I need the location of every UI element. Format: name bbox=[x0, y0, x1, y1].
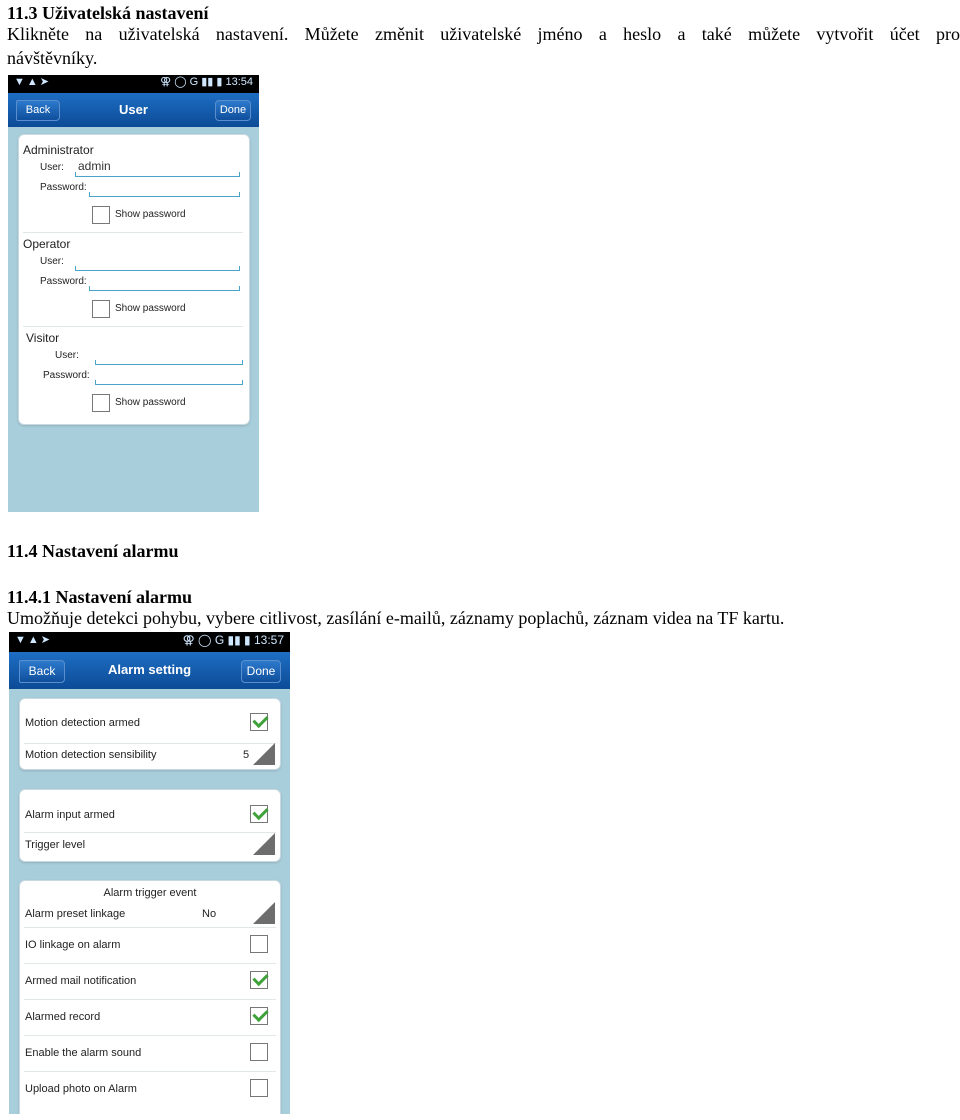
mail-notification-label: Armed mail notification bbox=[25, 975, 137, 987]
visitor-title: Visitor bbox=[26, 331, 60, 345]
administrator-title: Administrator bbox=[23, 143, 94, 157]
status-bar bbox=[9, 632, 290, 652]
motion-sensibility-label: Motion detection sensibility bbox=[25, 749, 157, 761]
operator-user-label: User: bbox=[40, 256, 64, 267]
user-accounts-card bbox=[18, 134, 250, 425]
upload-photo-label: Upload photo on Alarm bbox=[25, 1083, 137, 1095]
back-button[interactable]: Back bbox=[19, 660, 65, 683]
dropdown-triangle-icon[interactable] bbox=[253, 743, 275, 765]
operator-show-password-label: Show password bbox=[115, 303, 186, 314]
divider bbox=[24, 743, 276, 744]
upload-photo-checkbox[interactable] bbox=[250, 1079, 268, 1097]
content-area bbox=[9, 689, 290, 1114]
content-area bbox=[8, 127, 259, 512]
divider bbox=[24, 832, 276, 833]
paragraph-line-2: návštěvníky. bbox=[7, 48, 98, 68]
visitor-password-input[interactable] bbox=[95, 376, 243, 385]
alarm-input-armed-checkbox[interactable] bbox=[250, 805, 268, 823]
alarm-settings-screenshot bbox=[9, 632, 290, 1114]
preset-linkage-label: Alarm preset linkage bbox=[25, 908, 126, 920]
trigger-level-label: Trigger level bbox=[25, 839, 86, 851]
operator-title: Operator bbox=[23, 237, 71, 251]
divider bbox=[24, 1035, 276, 1036]
admin-show-password-label: Show password bbox=[115, 209, 186, 220]
alarm-sound-label: Enable the alarm sound bbox=[25, 1047, 142, 1059]
divider bbox=[24, 927, 276, 928]
network-indicator: G bbox=[214, 633, 225, 647]
section-heading-11-4-1: 11.4.1 Nastavení alarmu bbox=[7, 587, 193, 607]
trigger-event-title: Alarm trigger event bbox=[103, 887, 197, 899]
screen-title: User bbox=[119, 102, 148, 117]
visitor-show-password-label: Show password bbox=[115, 397, 186, 408]
divider bbox=[23, 232, 243, 233]
admin-user-label: User: bbox=[40, 162, 64, 173]
admin-password-input[interactable] bbox=[89, 188, 240, 197]
io-linkage-checkbox[interactable] bbox=[250, 935, 268, 953]
operator-password-label: Password: bbox=[40, 276, 87, 287]
status-right: ⚢ ◯ G ▮▮ ▮ 13:54 bbox=[160, 76, 253, 88]
section-heading-11-3: 11.3 Uživatelská nastavení bbox=[7, 3, 209, 23]
alarmed-record-label: Alarmed record bbox=[25, 1011, 101, 1023]
section-paragraph-11-4-1: Umožňuje detekci pohybu, vybere citlivost, zasílání e-mailů, záznamy poplachů, záznam videa na TF kartu. bbox=[7, 608, 785, 628]
alarmed-record-checkbox[interactable] bbox=[250, 1007, 268, 1025]
action-bar bbox=[8, 93, 259, 127]
alarm-trigger-event-card bbox=[19, 880, 281, 1114]
motion-armed-checkbox[interactable] bbox=[250, 713, 268, 731]
done-button[interactable]: Done bbox=[215, 100, 251, 121]
admin-show-password-checkbox[interactable] bbox=[92, 206, 110, 224]
visitor-password-label: Password: bbox=[43, 370, 90, 381]
user-settings-screenshot bbox=[8, 75, 259, 512]
operator-password-input[interactable] bbox=[89, 282, 240, 291]
notification-icons: ▼▲➤ bbox=[14, 76, 51, 88]
divider bbox=[23, 326, 243, 327]
alarm-input-card bbox=[19, 789, 281, 862]
divider bbox=[24, 999, 276, 1000]
dropdown-triangle-icon[interactable] bbox=[253, 902, 275, 924]
motion-armed-label: Motion detection armed bbox=[25, 717, 140, 729]
status-time: 13:57 bbox=[253, 633, 284, 647]
mail-notification-checkbox[interactable] bbox=[250, 971, 268, 989]
divider bbox=[24, 1071, 276, 1072]
notification-icons: ▼▲➤ bbox=[15, 634, 52, 646]
section-paragraph-11-3 bbox=[7, 22, 960, 70]
motion-sensibility-value: 5 bbox=[243, 749, 250, 761]
section-heading-11-4: 11.4 Nastavení alarmu bbox=[7, 541, 179, 561]
alarm-sound-checkbox[interactable] bbox=[250, 1043, 268, 1061]
action-bar bbox=[9, 652, 290, 689]
done-button[interactable]: Done bbox=[241, 660, 281, 683]
alarm-input-armed-label: Alarm input armed bbox=[25, 809, 115, 821]
status-right: ⚢ ◯ G ▮▮ ▮ 13:57 bbox=[182, 633, 284, 647]
operator-user-input[interactable] bbox=[75, 262, 240, 271]
visitor-user-label: User: bbox=[55, 350, 79, 361]
status-bar bbox=[8, 75, 259, 93]
screen-title: Alarm setting bbox=[107, 662, 192, 677]
visitor-user-input[interactable] bbox=[95, 356, 243, 365]
admin-user-input[interactable] bbox=[75, 168, 240, 177]
preset-linkage-value: No bbox=[202, 908, 217, 920]
admin-password-label: Password: bbox=[40, 182, 87, 193]
admin-user-value: admin bbox=[78, 159, 111, 173]
io-linkage-label: IO linkage on alarm bbox=[25, 939, 121, 951]
back-button[interactable]: Back bbox=[16, 100, 60, 121]
divider bbox=[24, 963, 276, 964]
dropdown-triangle-icon[interactable] bbox=[253, 833, 275, 855]
motion-detection-card bbox=[19, 698, 281, 770]
visitor-show-password-checkbox[interactable] bbox=[92, 394, 110, 412]
network-indicator: G bbox=[189, 76, 199, 88]
operator-show-password-checkbox[interactable] bbox=[92, 300, 110, 318]
paragraph-line-1: Klikněte na uživatelská nastavení. Můžete změnit uživatelské jméno a heslo a také můžete vytvořit účet pro bbox=[7, 24, 960, 44]
status-time: 13:54 bbox=[225, 76, 253, 88]
